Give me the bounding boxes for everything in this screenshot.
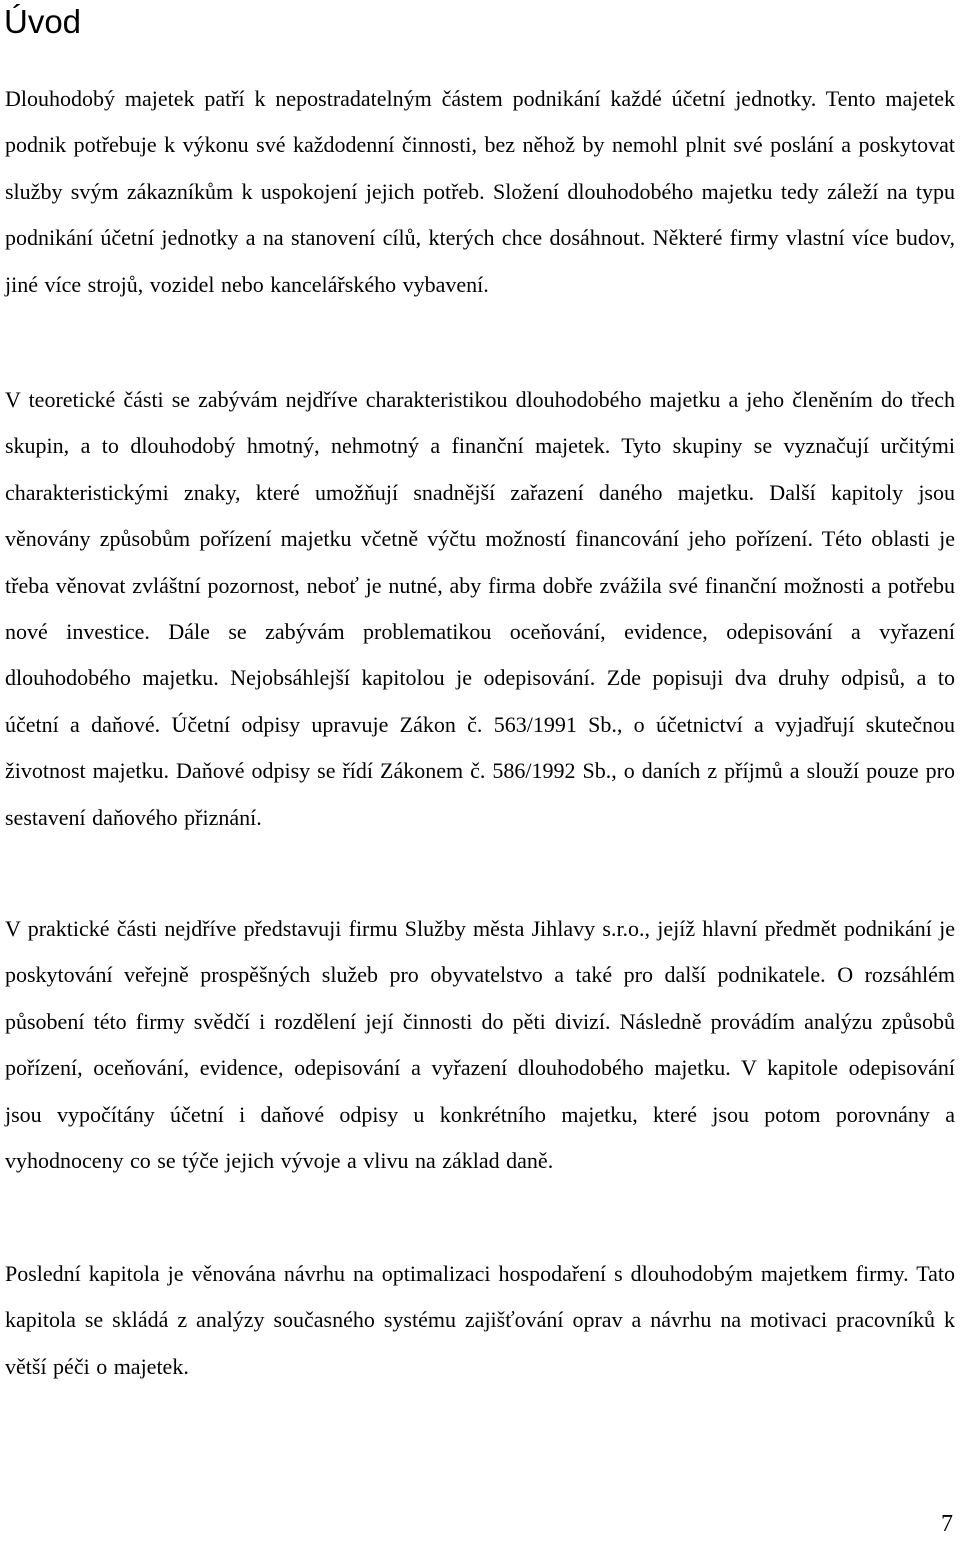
- section-heading: Úvod: [4, 3, 82, 40]
- paragraph-intro: Dlouhodobý majetek patří k nepostradatelným částem podnikání každé účetní jednotky. Tento majetek podnik potřebuje k výkonu své každodenní činnosti, bez něhož by nemohl plnit své poslání a poskytovat služby svým zákazníkům k uspokojení jejich potřeb. Složení dlouhodobého majetku tedy záleží na typu podnikání účetní jednotky a na stanovení cílů, kterých chce dosáhnout. Některé firmy vlastní více budov, jiné více strojů, vozidel nebo kancelářského vybavení.: [5, 86, 955, 297]
- paragraph-theory: V teoretické části se zabývám nejdříve charakteristikou dlouhodobého majetku a jeho členěním do třech skupin, a to dlouhodobý hmotný, nehmotný a finanční majetek. Tyto skupiny se vyznačují určitými charakteristickými znaky, které umožňují snadnější zařazení daného majetku. Další kapitoly jsou věnovány způsobům pořízení majetku včetně výčtu možností financování jeho pořízení. Této oblasti je třeba věnovat zvláštní pozornost, neboť je nutné, aby firma dobře zvážila své finanční možnosti a potřebu nové investice. Dále se zabývám problematikou oceňování, evidence, odepisování a vyřazení dlouhodobého majetku. Nejobsáhlejší kapitolou je odepisování. Zde popisuji dva druhy odpisů, a to účetní a daňové. Účetní odpisy upravuje Zákon č. 563/1991 Sb., o účetnictví a vyjadřují skutečnou životnost majetku. Daňové odpisy se řídí Zákonem č. 586/1992 Sb., o daních z příjmů a slouží pouze pro sestavení daňového přiznání.: [5, 387, 955, 830]
- paragraph-last-chapter: Poslední kapitola je věnována návrhu na optimalizaci hospodaření s dlouhodobým majetkem firmy. Tato kapitola se skládá z analýzy současného systému zajišťování oprav a návrhu na motivaci pracovníků k větší péči o majetek.: [5, 1261, 955, 1379]
- page-number: 7: [941, 1511, 953, 1537]
- paragraph-practice: V praktické části nejdříve představuji firmu Služby města Jihlavy s.r.o., jejíž hlavní předmět podnikání je poskytování veřejně prospěšných služeb pro obyvatelstvo a také pro další podnikatele. O rozsáhlém působení této firmy svědčí i rozdělení její činnosti do pěti divizí. Následně provádím analýzu způsobů pořízení, oceňování, evidence, odepisování a vyřazení dlouhodobého majetku. V kapitole odepisování jsou vypočítány účetní i daňové odpisy u konkrétního majetku, které jsou potom porovnány a vyhodnoceny co se týče jejich vývoje a vlivu na základ daně.: [5, 916, 955, 1174]
